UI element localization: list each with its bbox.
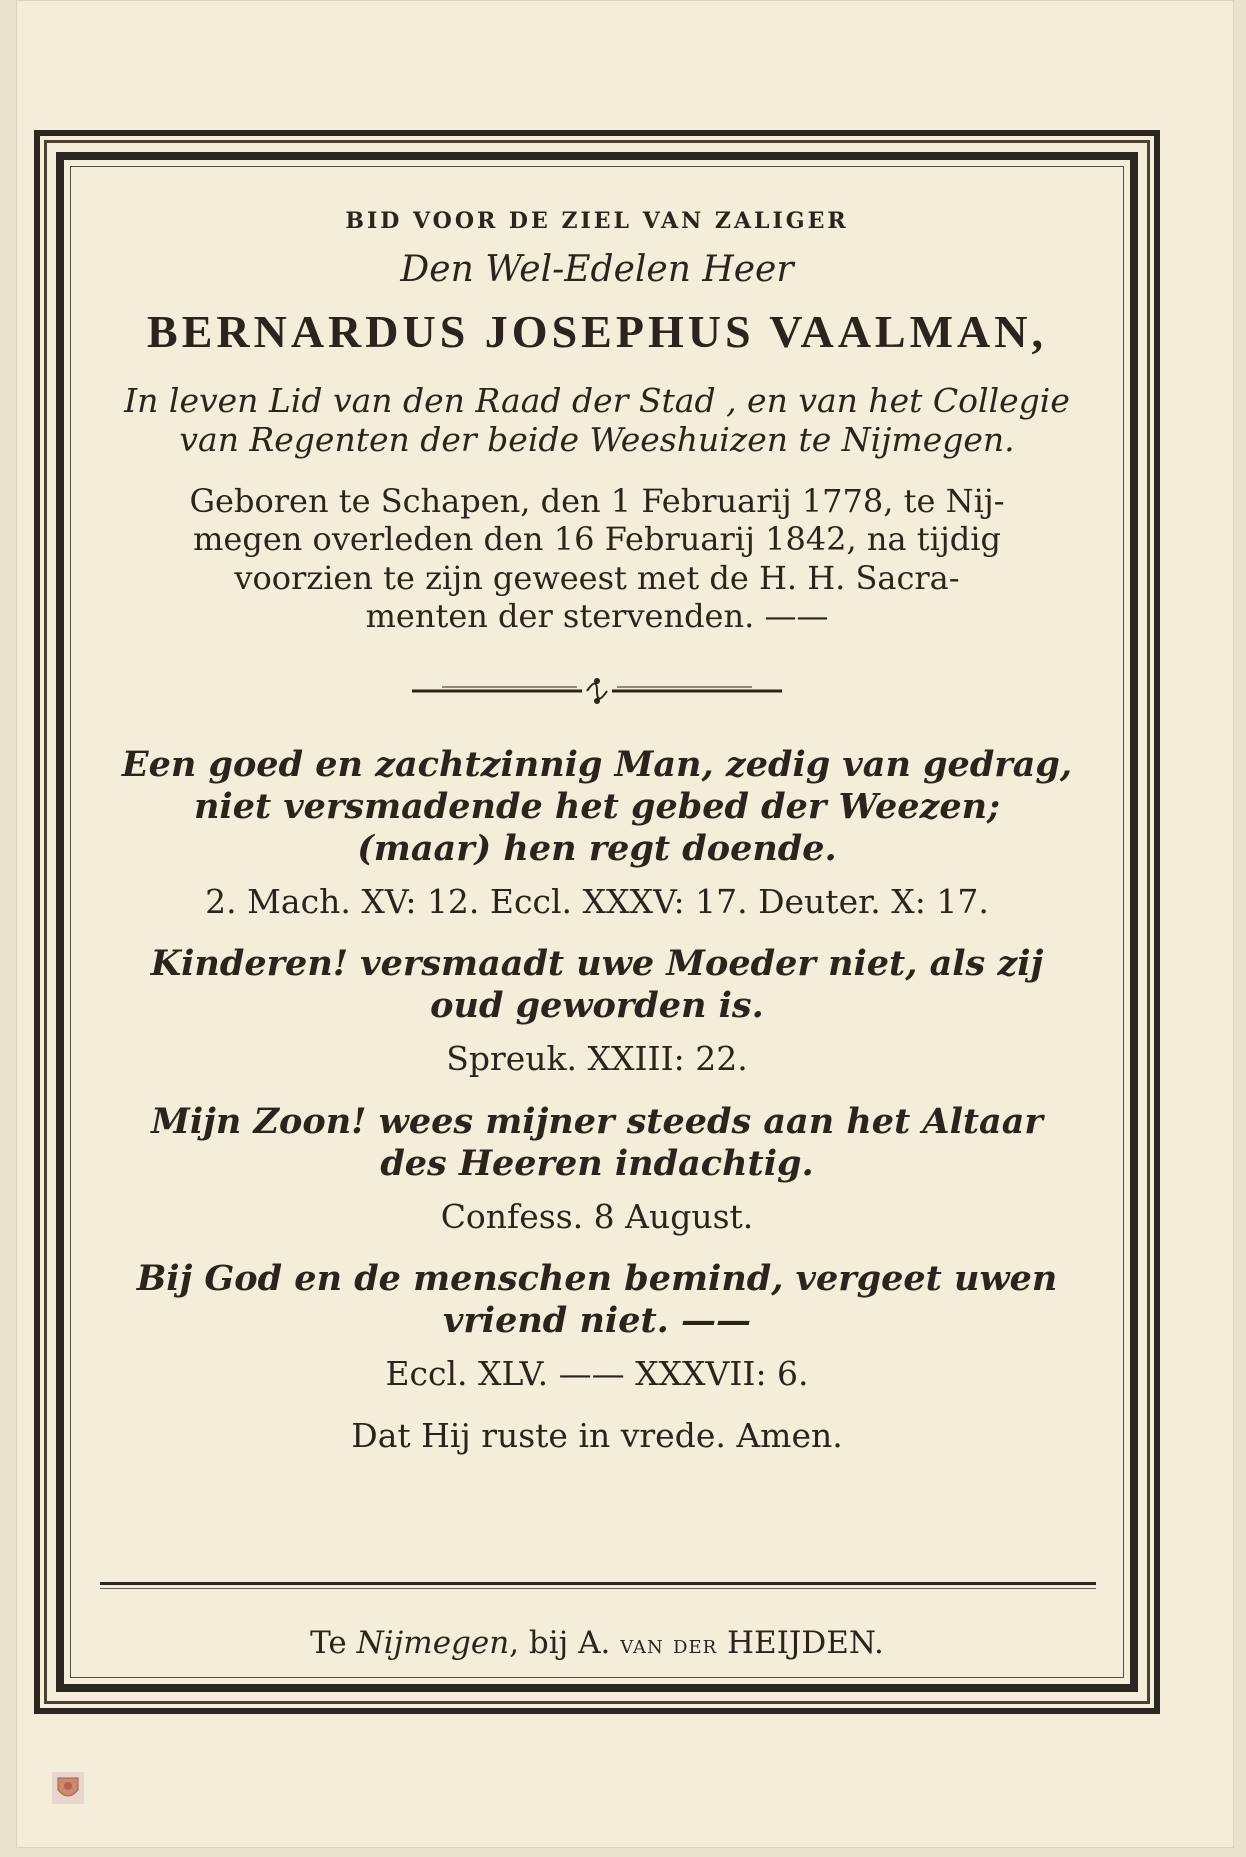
verse-line: Mijn Zoon! wees mijner steeds aan het Altaar: [151, 1100, 1043, 1142]
verse-reference: Confess. 8 August.: [440, 1196, 754, 1236]
verse-block-4: [84, 1258, 1110, 1394]
imprint-printer: HEIJDEN.: [717, 1625, 884, 1661]
verse-line: Bij God en de menschen bemind, vergeet uwen: [136, 1258, 1058, 1300]
bottom-rule-thin: [100, 1588, 1096, 1589]
birth-line-4: menten der stervenden. ——: [365, 597, 829, 636]
verse-reference: Eccl. XLV. —— XXXVII: 6.: [385, 1354, 809, 1394]
imprint-middle: , bij A.: [509, 1625, 621, 1661]
imprint-prefix: Te: [310, 1625, 357, 1661]
verse-block-1: [84, 744, 1110, 922]
printer-imprint: [84, 1625, 1110, 1662]
verse-reference: Spreuk. XXIII: 22.: [446, 1039, 748, 1079]
closing-prayer: Dat Hij ruste in vrede. Amen.: [351, 1415, 843, 1455]
imprint-city: Nijmegen: [356, 1625, 510, 1661]
birth-line-2: megen overleden den 16 Februarij 1842, na tijdig: [193, 520, 1001, 559]
office-line-2: van Regenten der beide Weeshuizen te Nijmegen.: [179, 420, 1015, 460]
prayer-heading: BID VOOR DE ZIEL VAN ZALIGER: [345, 208, 849, 234]
honorific: Den Wel-Edelen Heer: [400, 249, 794, 291]
coat-of-arms-stamp-icon: [50, 1770, 86, 1806]
verse-line: vriend niet. ——: [443, 1300, 751, 1342]
verse-line: (maar) hen regt doende.: [357, 827, 837, 869]
verse-line: oud geworden is.: [430, 985, 764, 1027]
verse-line: niet versmadende het gebed der Weezen;: [193, 785, 1000, 827]
verse-line: des Heeren indachtig.: [380, 1142, 814, 1184]
verse-block-2: [84, 943, 1110, 1079]
imprint-van-der: van der: [620, 1630, 718, 1660]
ornament-divider-icon: [412, 676, 782, 706]
office-line-1: In leven Lid van den Raad der Stad , en van het Collegie: [124, 380, 1070, 420]
birth-line-3: voorzien te zijn geweest met de H. H. Sacra-: [234, 558, 960, 597]
verse-line: Kinderen! versmaadt uwe Moeder niet, als zij: [150, 943, 1044, 985]
bottom-rule: [100, 1582, 1096, 1585]
verse-block-3: [84, 1101, 1110, 1237]
verse-reference: 2. Mach. XV: 12. Eccl. XXXV: 17. Deuter. X: 17.: [205, 881, 989, 921]
birth-line-1: Geboren te Schapen, den 1 Februarij 1778, te Nij-: [189, 481, 1005, 520]
deceased-name: BERNARDUS JOSEPHUS VAALMAN,: [147, 305, 1047, 357]
verse-line: Een goed en zachtzinnig Man, zedig van gedrag,: [121, 743, 1073, 785]
card-content: [84, 200, 1110, 1455]
